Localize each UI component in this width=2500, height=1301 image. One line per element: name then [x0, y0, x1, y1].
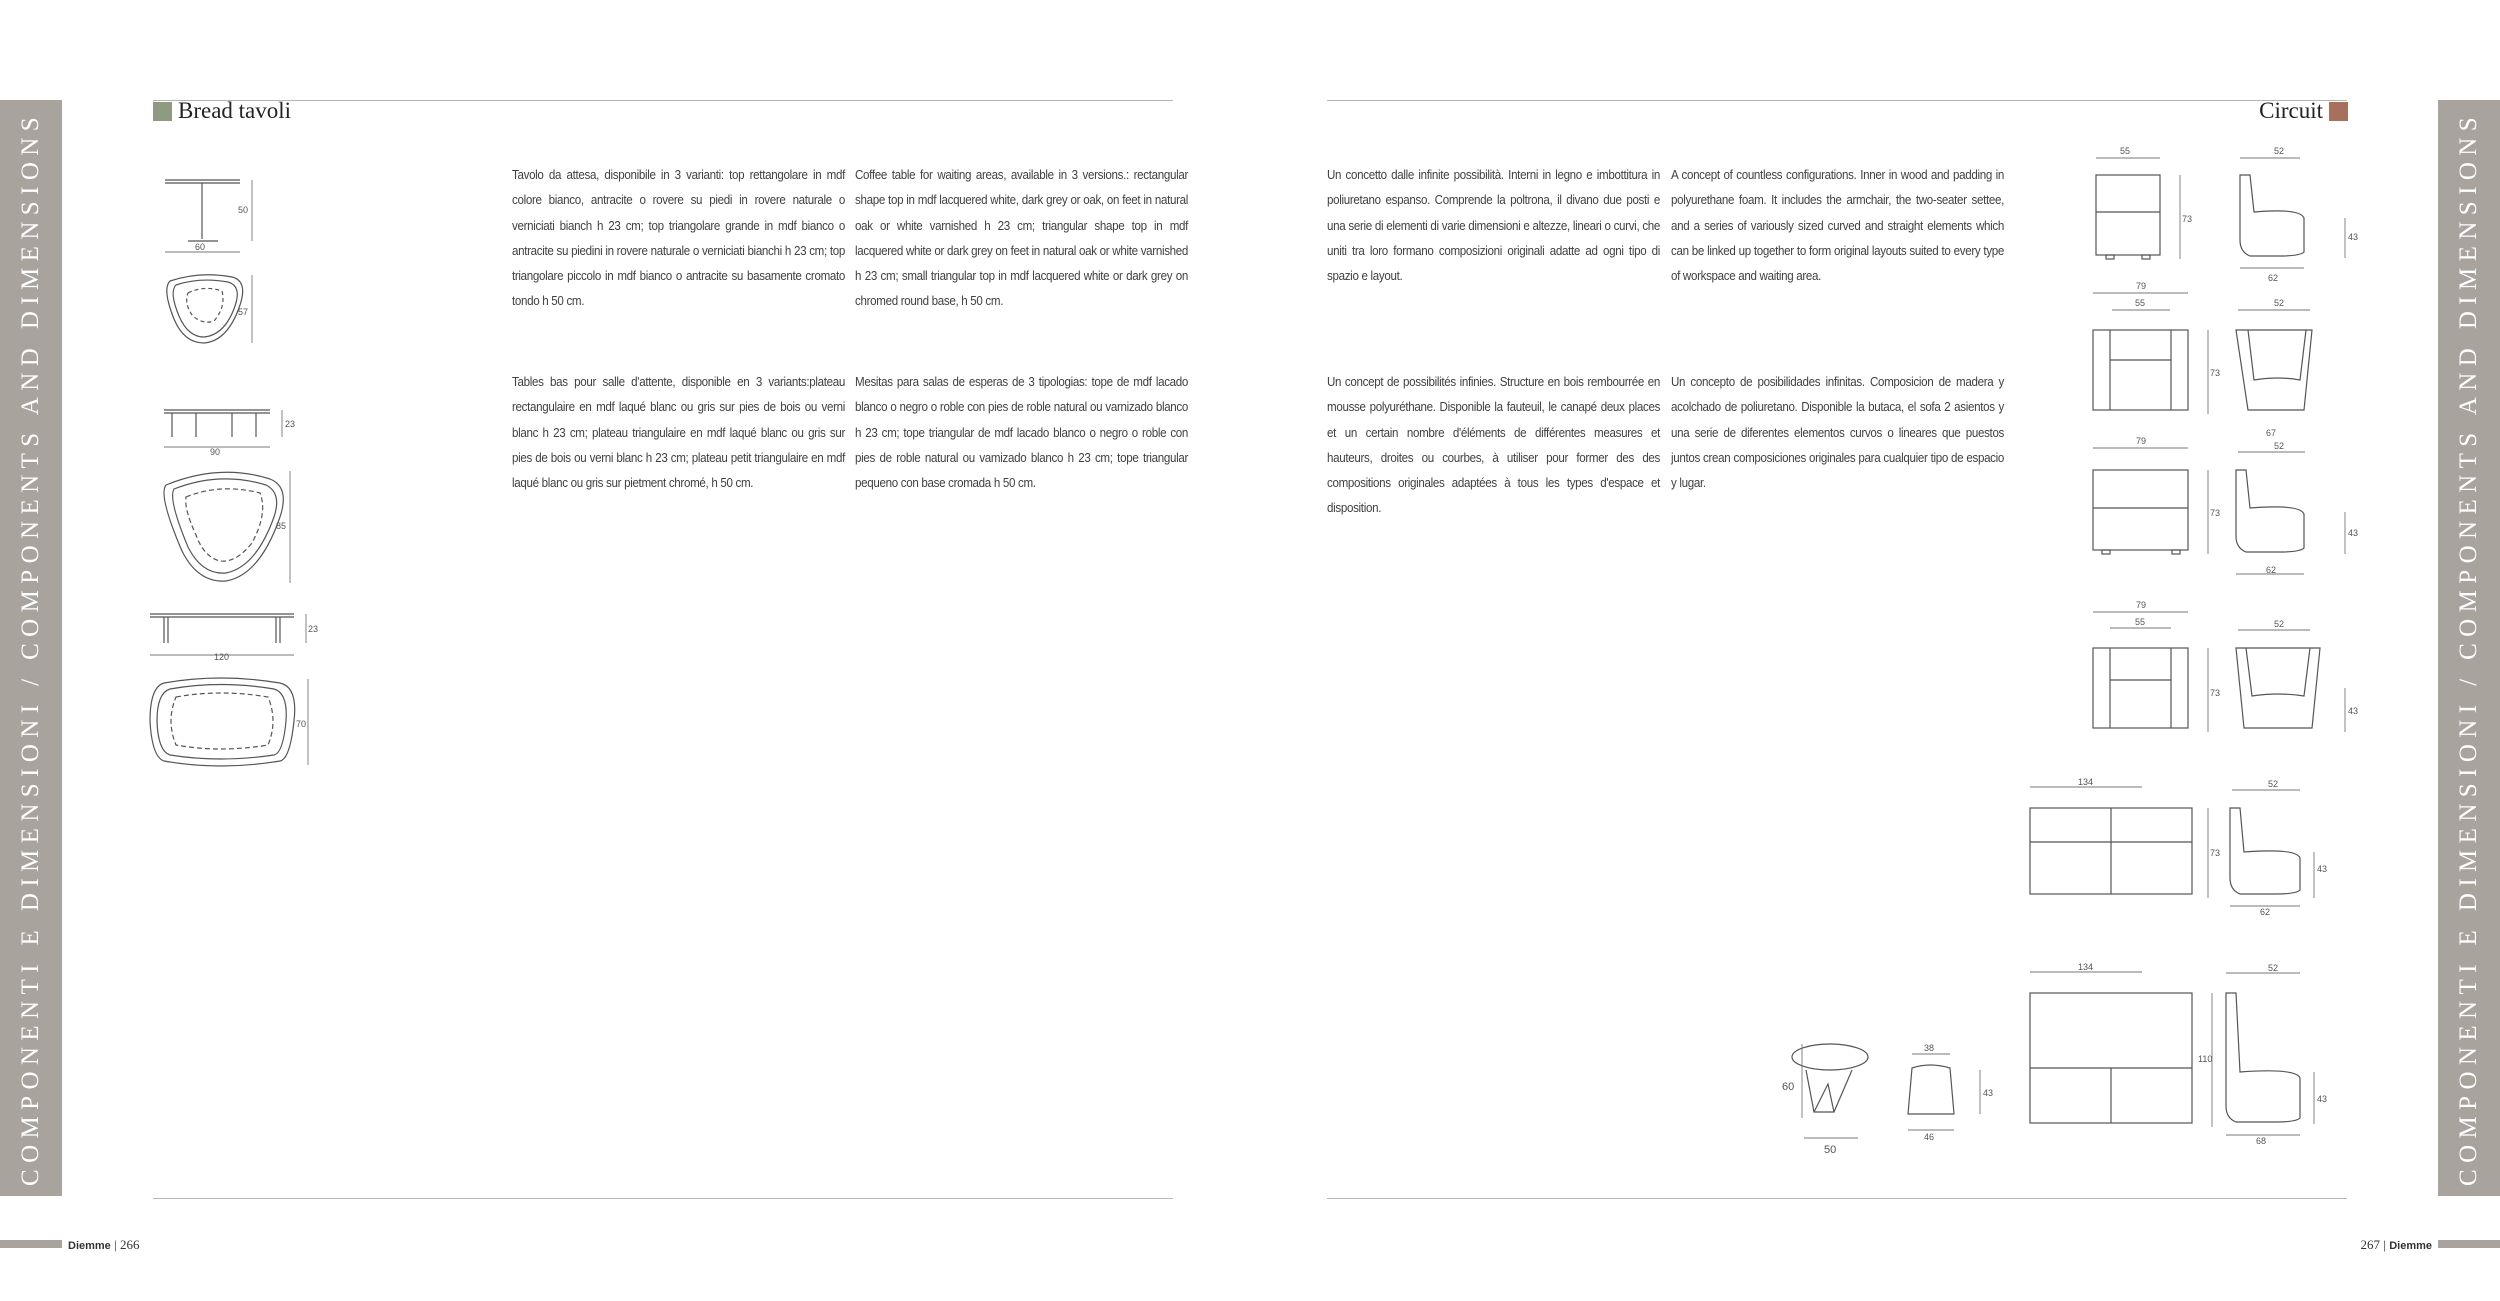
- dim-label: 90: [210, 447, 221, 457]
- footer-page-number: 266: [120, 1237, 140, 1252]
- dim-label: 43: [2348, 706, 2359, 716]
- left-side-band: [0, 100, 62, 1196]
- right-title-text: Circuit: [2259, 98, 2323, 123]
- left-paragraph-en: Coffee table for waiting areas, available in 3 versions.: rectangular shape top in mdf lacquered white, dark grey or oak, on feet in natural oak or white varnished h 23 cm; triangular shape top in mdf lacquered white or dark grey on feet in natural oak or white varnished h 23 cm; small triangular top in mdf lacquered white or dark grey on chromed round base, h 50 cm.: [855, 168, 1189, 309]
- dim-label: 43: [2348, 232, 2359, 242]
- rectangular-table-side-view: [150, 614, 318, 662]
- right-paragraph-it: Un concetto dalle infinite possibilità. Interni in legno e imbottitura in poliuretano espanso. Comprende la poltrona, il divano due posti e una serie di elementi di varie dimensioni e altezze, lineari o curvi, che uniti tra loro formano composizioni originali adatte ad ogni tipo di spazio e layout.: [1327, 168, 1661, 284]
- dim-label: 60: [195, 242, 206, 252]
- footer-brand: Diemme: [2389, 1240, 2432, 1252]
- dim-label: 52: [2268, 779, 2279, 789]
- dim-label: 43: [2348, 528, 2359, 538]
- right-paragraph-es: Un concepto de posibilidades infinitas. Composicion de madera y acolchado de poliuretano. Disponible la butaca, el sofa 2 asientos y una serie de diferentes elementos curvos o lineares que puestos juntos crean composiciones originales para cualquier tipo de espacio y lugar.: [1671, 375, 2005, 491]
- dim-label: 55: [2135, 617, 2146, 627]
- dim-label: 62: [2266, 565, 2277, 575]
- side-label-right: COMPONENTI E DIMENSIONI / COMPONENTS AND DIMENSIONS: [2455, 110, 2482, 1186]
- circuit-row-4: [2093, 600, 2358, 732]
- footer-page-number: 267: [2360, 1237, 2380, 1252]
- large-triangle-side-view: [164, 410, 295, 457]
- circuit-drawing: [1780, 140, 2370, 1180]
- left-paragraph-it: Tavolo da attesa, disponibile in 3 varianti: top rettangolare in mdf colore bianco, antracite o rovere su piedi in rovere naturale o verniciati bianch h 23 cm; top triangolare grande in mdf bianco o antracite su piedini in rovere naturale o verniciati bianchi h 23 cm; top triangolare piccolo in mdf bianco o antracite su basamente cromato tondo h 50 cm.: [512, 168, 846, 309]
- dim-label: 67: [2266, 428, 2277, 438]
- dim-label: 23: [308, 624, 319, 634]
- dim-label: 73: [2182, 214, 2193, 224]
- small-triangle-top-view: [167, 275, 252, 343]
- dim-label: 85: [275, 521, 286, 531]
- right-bottom-rule: [1327, 1198, 2347, 1199]
- dim-label: 43: [2317, 864, 2328, 874]
- footer-brand: Diemme: [68, 1240, 111, 1252]
- dim-label: 50: [237, 205, 248, 215]
- dim-label: 134: [2078, 962, 2094, 972]
- circuit-row-1: [2096, 146, 2358, 283]
- dim-label: 55: [2135, 298, 2146, 308]
- dim-label: 62: [2260, 907, 2271, 917]
- dim-label: 57: [237, 307, 248, 317]
- dim-label: 73: [2210, 508, 2221, 518]
- right-top-rule: [1327, 100, 2347, 101]
- dim-label: 120: [214, 652, 230, 662]
- left-top-rule: [153, 100, 1173, 101]
- dim-label: 43: [2317, 1094, 2328, 1104]
- dim-label: 46: [1924, 1132, 1935, 1142]
- left-bottom-rule: [153, 1198, 1173, 1199]
- left-paragraph-fr: Tables bas pour salle d'attente, disponible en 3 variants:plateau rectangulaire en mdf laqué blanc ou gris sur pies de bois ou verni blanc h 23 cm; plateau triangulaire en mdf laqué blanc ou gris sur pies de bois ou verni blanc h 23 cm; plateau petit triangulaire en mdf laqué blanc ou gris sur pietment chromé, h 50 cm.: [512, 375, 846, 491]
- dim-label: 52: [2274, 298, 2285, 308]
- dim-label: 55: [2120, 146, 2131, 156]
- title-swatch: [2329, 102, 2348, 121]
- dim-label: 60: [1782, 1081, 1795, 1093]
- dim-label: 62: [2268, 273, 2279, 283]
- large-triangle-top-view: [164, 471, 290, 583]
- circuit-row-5: [2030, 777, 2327, 917]
- dim-label: 68: [2256, 1136, 2267, 1146]
- right-footer-bar: [2438, 1240, 2500, 1248]
- right-side-band: [2438, 100, 2500, 1196]
- right-paragraph-fr: Un concept de possibilités infinies. Structure en bois rembourrée en mousse polyuréthane. Disponible la fauteuil, le canapé deux places et un certain nombre d'éléments de différentes measures et hauteurs, droites ou courbes, à utiliser pour former des des compositions originales adaptées à tous les types d'espace et disposition.: [1327, 375, 1661, 516]
- circuit-row-6: [2030, 962, 2327, 1146]
- small-table-side-view: [165, 180, 252, 252]
- dim-label: 110: [2198, 1054, 2213, 1064]
- side-label-left: COMPONENTI E DIMENSIONI / COMPONENTS AND DIMENSIONS: [17, 110, 44, 1186]
- circuit-row-3: [2093, 436, 2358, 575]
- dim-label: 73: [2210, 688, 2221, 698]
- dim-label: 79: [2136, 436, 2147, 446]
- title-swatch: [153, 102, 172, 121]
- left-paragraph-es: Mesitas para salas de esperas de 3 tipologias: tope de mdf lacado blanco o negro o roble con pies de roble natural ou varnizado blanco h 23 cm; tope triangular de mdf lacado blanco o negro o roble con pies de roble natural ou vamizado blanco h 23 cm; tope triangular pequeno con base cromada h 50 cm.: [855, 375, 1189, 491]
- dim-label: 73: [2210, 368, 2221, 378]
- dim-label: 52: [2274, 441, 2285, 451]
- dim-label: 73: [2210, 848, 2221, 858]
- right-page-title: [2259, 98, 2348, 124]
- right-paragraph-en: A concept of countless configurations. Inner in wood and padding in polyurethane foam. It includes the armchair, the two-seater settee, and a series of variously sized curved and straight elements which can be linked up together to form original layouts suited to every type of workspace and waiting area.: [1671, 168, 2005, 284]
- dim-label: 52: [2274, 619, 2285, 629]
- left-footer: Diemme | 266: [68, 1237, 140, 1252]
- dim-label: 43: [1983, 1088, 1994, 1098]
- dim-label: 52: [2274, 146, 2285, 156]
- dim-label: 23: [285, 419, 296, 429]
- dim-label: 38: [1924, 1043, 1935, 1053]
- left-page-title: [153, 98, 291, 124]
- dim-label: 70: [295, 719, 306, 729]
- dim-label: 134: [2078, 777, 2094, 787]
- side-table-and-pouf: [1782, 1043, 1993, 1156]
- dim-label: 79: [2136, 281, 2147, 291]
- dim-label: 50: [1824, 1144, 1837, 1156]
- bread-tables-drawing: [140, 165, 340, 815]
- rectangular-table-top-view: [150, 678, 308, 766]
- dim-label: 79: [2136, 600, 2147, 610]
- dim-label: 52: [2268, 963, 2279, 973]
- left-title-text: Bread tavoli: [178, 98, 292, 123]
- right-footer: 267 | Diemme: [2360, 1237, 2432, 1252]
- left-footer-bar: [0, 1240, 62, 1248]
- circuit-row-2: [2093, 281, 2312, 438]
